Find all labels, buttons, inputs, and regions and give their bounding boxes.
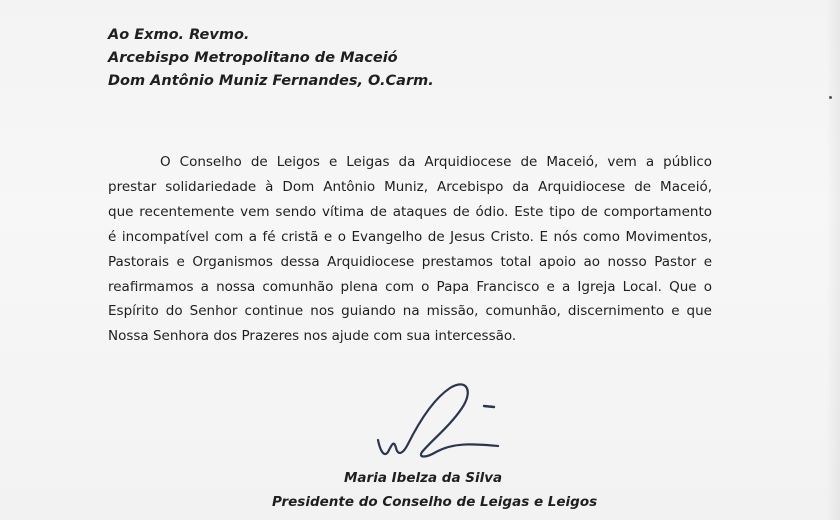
addressee-line-salutation: Ao Exmo. Revmo. bbox=[108, 27, 250, 43]
handwritten-signature bbox=[370, 378, 510, 468]
addressee-line-title: Arcebispo Metropolitano de Maceió bbox=[108, 50, 398, 66]
signer-name: Maria Ibelza da Silva bbox=[344, 470, 503, 486]
body-line: é incompatível com a fé cristã e o Evangelho de Jesus Cristo. E nós como Movimentos, bbox=[108, 228, 712, 245]
body-line: O Conselho de Leigos e Leigas da Arquidiocese de Maceió, vem a público bbox=[160, 154, 712, 170]
body-line: Pastorais e Organismos dessa Arquidiocese prestamos total apoio ao nosso Pastor e bbox=[108, 253, 712, 270]
paper-speck bbox=[829, 96, 832, 99]
body-line: Nossa Senhora dos Prazeres nos ajude com sua intercessão. bbox=[108, 328, 517, 345]
body-line: Espírito do Senhor continue nos guiando na missão, comunhão, discernimento e que bbox=[108, 303, 712, 320]
body-line: que recentemente vem sendo vítima de ataques de ódio. Este tipo de comportamento bbox=[108, 203, 712, 220]
paper-edge-shadow bbox=[826, 0, 840, 520]
body-line: reafirmamos a nossa comunhão plena com o Papa Francisco e a Igreja Local. Que o bbox=[108, 278, 712, 295]
body-line: prestar solidariedade à Dom Antônio Muniz, Arcebispo da Arquidiocese de Maceió, bbox=[108, 178, 712, 195]
letter-body bbox=[108, 150, 712, 349]
addressee-line-name: Dom Antônio Muniz Fernandes, O.Carm. bbox=[108, 73, 434, 89]
signer-role: Presidente do Conselho de Leigas e Leigos bbox=[272, 494, 598, 510]
addressee-block bbox=[108, 24, 434, 93]
signature-block bbox=[272, 466, 632, 514]
